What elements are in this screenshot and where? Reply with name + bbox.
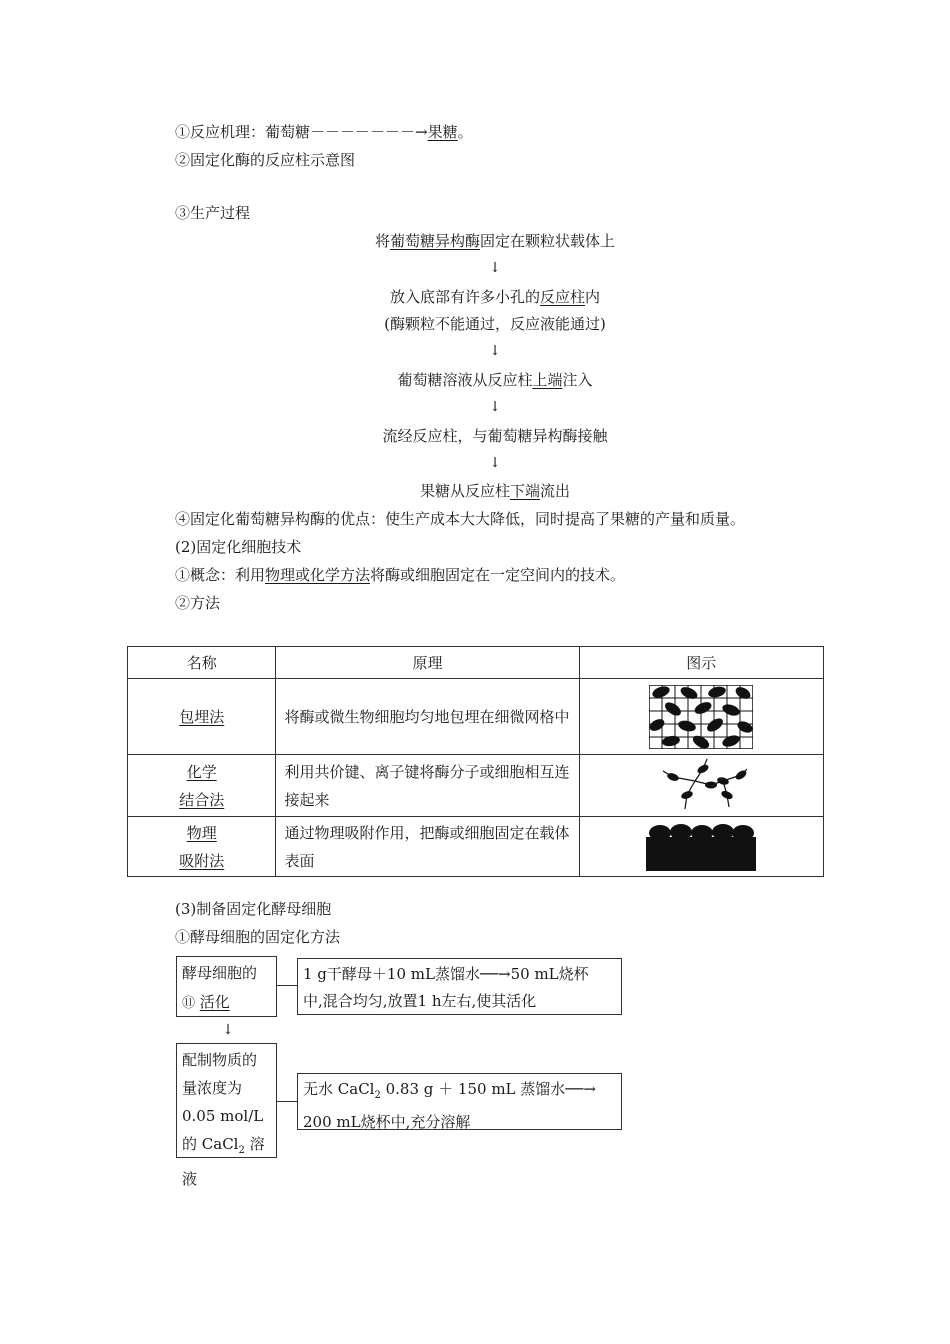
method-name xyxy=(128,679,276,755)
mechanism-product: 果糖 xyxy=(427,123,458,141)
mechanism-arrow: －－－－－－－→ xyxy=(310,123,428,141)
methods-table xyxy=(127,646,824,877)
diagram-title: ②固定化酶的反应柱示意图 xyxy=(175,151,356,169)
mechanism-prefix: ①反应机理：葡萄糖 xyxy=(175,123,311,141)
activation-label: 酵母细胞的 xyxy=(182,964,258,982)
flow-step-3-pre: 葡萄糖溶液从反应柱 xyxy=(397,371,533,389)
header-name: 名称 xyxy=(128,647,276,679)
flow-step-3 xyxy=(260,370,730,390)
activation-label-2 xyxy=(182,988,271,1018)
flow-arrow-icon: ↓ xyxy=(489,343,501,359)
flow-step-5-pre: 果糖从反应柱 xyxy=(419,482,510,500)
method-diagram xyxy=(579,755,823,817)
concept-post: 将酶或细胞固定在一定空间内的技术。 xyxy=(370,566,626,584)
connector-line xyxy=(277,985,297,986)
header-diagram: 图示 xyxy=(579,647,823,679)
flow-step-2-pre: 放入底部有许多小孔的 xyxy=(389,288,540,306)
mechanism-suffix: 。 xyxy=(457,123,473,141)
cacl2-label-4 xyxy=(182,1130,271,1193)
section2-title: (2)固定化细胞技术 xyxy=(175,538,302,556)
flow-step-5-post: 流出 xyxy=(540,482,571,500)
activation-desc-line2: 中,混合均匀,放置1 h左右,使其活化 xyxy=(303,992,537,1010)
advantage-text: ④固定化葡萄糖异构酶的优点：使生产成本大大降低，同时提高了果糖的产量和质量。 xyxy=(175,510,746,528)
flow-step-5-key: 下端 xyxy=(509,482,540,500)
method-name-line2: 结合法 xyxy=(179,790,225,809)
flow-step-2-note: (酶颗粒不能通过，反应液能通过) xyxy=(384,315,606,333)
flow-arrow-icon: ↓ xyxy=(489,399,501,415)
table-row xyxy=(128,679,824,755)
flow-arrow-icon: ↓ xyxy=(489,455,501,471)
table-row xyxy=(128,817,824,877)
connector-line xyxy=(277,1101,297,1102)
flow-step-3-post: 注入 xyxy=(562,371,593,389)
physical-adsorption-icon xyxy=(646,823,756,871)
activation-desc-box xyxy=(297,958,622,1015)
cacl2-desc-line1 xyxy=(303,1076,616,1109)
method-name xyxy=(128,817,276,877)
flow-step-1-post: 固定在颗粒状载体上 xyxy=(480,232,616,250)
method-name-line1: 化学 xyxy=(186,762,217,781)
concept-key: 物理或化学方法 xyxy=(265,566,371,584)
activation-step-box xyxy=(176,956,277,1017)
section3-title: (3)制备固定化酵母细胞 xyxy=(175,900,332,918)
table-row xyxy=(128,755,824,817)
method-diagram xyxy=(579,817,823,877)
flow-step-2-key: 反应柱 xyxy=(539,288,585,306)
blank-number: ⑪ xyxy=(182,996,196,1011)
cacl2-desc-subscript: 2 xyxy=(374,1090,381,1101)
method-name-line1: 包埋法 xyxy=(179,707,225,726)
header-principle: 原理 xyxy=(276,647,579,679)
process-title: ③生产过程 xyxy=(175,204,251,222)
cacl2-desc-post: 0.83 g ＋ 150 mL 蒸馏水──→ xyxy=(380,1080,596,1098)
embedding-grid-icon xyxy=(649,685,753,749)
cacl2-label-1: 配制物质的 xyxy=(182,1051,258,1069)
flow-step-5 xyxy=(260,481,730,501)
cacl2-desc-pre: 无水 CaCl xyxy=(303,1080,375,1098)
cacl2-step-box xyxy=(176,1043,277,1188)
method-principle: 将酶或微生物细胞均匀地包埋在细微网格中 xyxy=(276,679,579,755)
cacl2-label-3: 0.05 mol/L xyxy=(182,1107,264,1125)
chemical-binding-icon xyxy=(651,757,751,815)
flow-step-1 xyxy=(260,231,730,251)
concept-pre: ①概念：利用 xyxy=(175,566,266,584)
cacl2-desc-line2: 200 mL烧杯中,充分溶解 xyxy=(303,1113,471,1131)
flow-arrow-icon: ↓ xyxy=(489,260,501,276)
method-principle: 通过物理吸附作用，把酶或细胞固定在载体表面 xyxy=(276,817,579,877)
method-title: ②方法 xyxy=(175,594,221,612)
cacl2-label-4-pre: 的 CaCl xyxy=(182,1135,239,1153)
section3-method-title: ①酵母细胞的固定化方法 xyxy=(175,928,341,946)
cacl2-desc-box xyxy=(297,1073,622,1130)
cacl2-subscript: 2 xyxy=(238,1145,245,1156)
concept-line xyxy=(175,565,625,585)
flow-step-2 xyxy=(260,287,730,307)
flow-step-3-key: 上端 xyxy=(532,371,563,389)
method-name-line1: 物理 xyxy=(186,823,217,842)
mechanism-line xyxy=(175,122,473,142)
flow-step-1-pre: 将 xyxy=(374,232,390,250)
method-name xyxy=(128,755,276,817)
flow-step-2-post: 内 xyxy=(585,288,601,306)
table-header-row xyxy=(128,647,824,679)
flow-step-1-key: 葡萄糖异构酶 xyxy=(389,232,480,250)
cacl2-label-2: 量浓度为 xyxy=(182,1079,243,1097)
method-name-line2: 吸附法 xyxy=(179,851,225,870)
down-arrow-icon: ↓ xyxy=(222,1022,234,1038)
cacl2-label-4-post: 溶液 xyxy=(182,1135,265,1188)
method-diagram xyxy=(579,679,823,755)
activation-desc-line1: 1 g干酵母＋10 mL蒸馏水──→50 mL烧杯 xyxy=(303,965,589,983)
method-principle: 利用共价键、离子键将酶分子或细胞相互连接起来 xyxy=(276,755,579,817)
flow-step-4: 流经反应柱，与葡萄糖异构酶接触 xyxy=(382,427,608,445)
activation-key: 活化 xyxy=(199,993,230,1011)
